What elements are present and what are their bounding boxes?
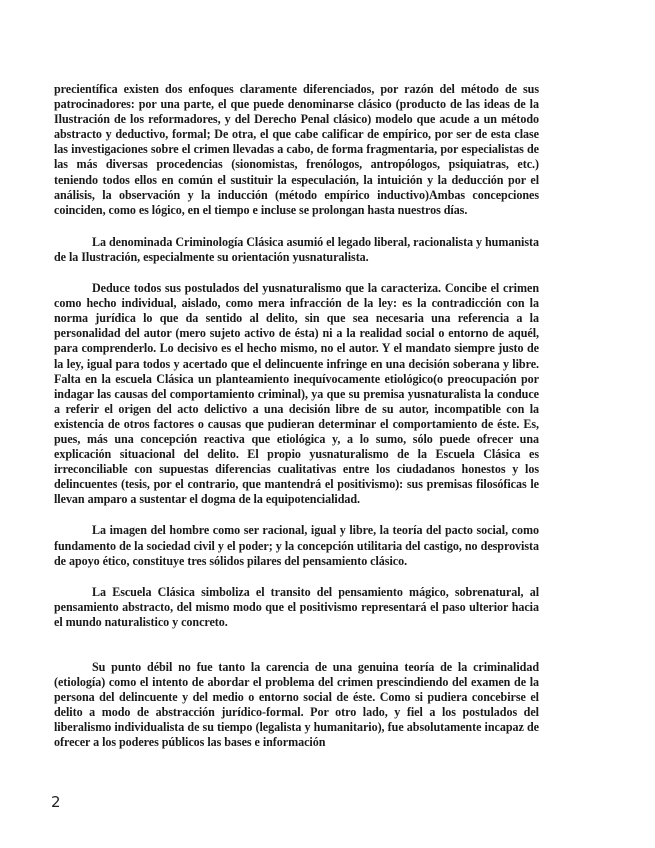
page-number: 2 — [51, 793, 61, 811]
paragraph-postulados: Deduce todos sus postulados del yusnaturalismo que la caracteriza. Concibe el crimen como hecho individual, aislado, como mera infracción de la ley: es la contradicción con la norma jurídica lo que da sentido al delito, sin que sea necesaria una referencia a la personalidad del autor (mero sujeto activo de ésta) ni a la realidad social o entorno de aquél, para comprenderlo. Lo decisivo es el hecho mismo, no el autor. Y el mandato siempre justo de la ley, igual para todos y acertado que el delincuente infringe en una decisión soberana y libre. Falta en la escuela Clásica un planteamiento inequívocamente etiológico(o preocupación por indagar las causas del comportamiento criminal), ya que su premisa yusnaturalista la conduce a referir el origen del acto delictivo a una decisión libre de su autor, incompatible con la existencia de otros factores o causas que pudieran determinar el comportamiento de éste. Es, pues, más una concepción reactiva que etiológica y, a lo sumo, sólo puede ofrecer una explicación situacional del delito. El propio yusnaturalismo de la Escuela Clásica es irreconciliable con supuestas diferencias cualitativas entre los ciudadanos honestos y los delincuentes (tesis, por el contrario, que mantendrá el positivismo): sus premisas filosóficas le llevan amparo a sustentar el dogma de la equipotencialidad. — [54, 281, 539, 507]
page-body — [54, 82, 539, 767]
paragraph-enfoques: precientífica existen dos enfoques claramente diferenciados, por razón del método de sus patrocinadores: por una parte, el que puede denominarse clásico (producto de las ideas de la Ilustración de los reformadores, y del Derecho Penal clásico) modelo que acude a un método abstracto y deductivo, formal; De otra, el que cabe calificar de empírico, por ser de esta clase las investigaciones sobre el crimen llevadas a cabo, de forma fragmentaria, por especialistas de las más diversas procedencias (sionomistas, frenólogos, antropólogos, psiquiatras, etc.) teniendo todos ellos en común el sustituir la especulación, la intuición y la deducción por el análisis, la observación y la inducción (método empírico inductivo)Ambas concepciones coinciden, como es lógico, en el tiempo e incluse se prolongan hasta nuestros días. — [54, 82, 539, 217]
paragraph-escuela-clasica: La Escuela Clásica simboliza el transito del pensamiento mágico, sobrenatural, al pensamiento abstracto, del mismo modo que el positivismo representará el paso ulterior hacia el mundo naturalistico y concreto. — [54, 584, 539, 629]
paragraph-punto-debil: Su punto débil no fue tanto la carencia de una genuina teoría de la criminalidad (etiología) como el intento de abordar el problema del crimen prescindiendo del examen de la persona del delincuente y del medio o entorno social de éste. Como si pudiera concebirse el delito a modo de abstracción jurídico-formal. Por otro lado, y fiel a los postulados del liberalismo individualista de su tiempo (legalista y humanitario), fue absolutamente incapaz de ofrecer a los poderes públicos las bases e información — [54, 660, 539, 750]
paragraph-imagen-hombre: La imagen del hombre como ser racional, igual y libre, la teoría del pacto social, como fundamento de la sociedad civil y el poder; y la concepción utilitaria del castigo, no desprovista de apoyo ético, constituye tres sólidos pilares del pensamiento clásico. — [54, 523, 539, 568]
paragraph-criminologia-clasica: La denominada Criminología Clásica asumió el legado liberal, racionalista y humanista de la Ilustración, especialmente su orientación yusnaturalista. — [54, 234, 539, 264]
